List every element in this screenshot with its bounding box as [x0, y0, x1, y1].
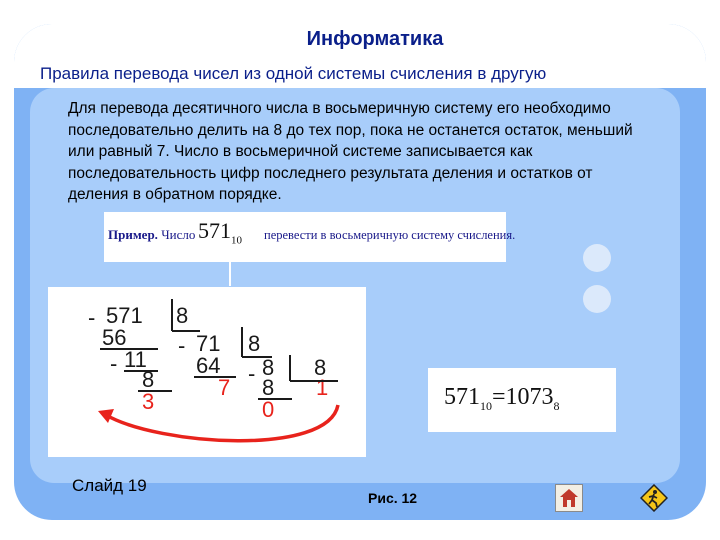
- divisor-3: 8: [314, 355, 327, 380]
- remainder-1: 3: [142, 389, 155, 414]
- connector-line: [229, 262, 231, 286]
- slide-number: Слайд 19: [72, 476, 147, 495]
- remainder-line-1: 11: [124, 347, 147, 372]
- result-box: [428, 368, 616, 432]
- subtrahend-2: 8: [142, 367, 155, 392]
- example-number: [198, 218, 242, 246]
- home-button[interactable]: [555, 484, 583, 512]
- result-from-base: 10: [480, 398, 492, 413]
- example-label: [108, 227, 195, 243]
- result-equation: [444, 384, 560, 414]
- home-icon: [556, 485, 582, 511]
- quotient-2: 8: [262, 355, 275, 380]
- minus-sign: -: [248, 361, 256, 386]
- minus-sign: -: [88, 305, 96, 330]
- remainder-2: 7: [218, 375, 231, 400]
- page-subtitle: Правила перевода чисел из одной системы счисления в другую: [40, 64, 547, 83]
- long-division-figure: [48, 287, 366, 457]
- result-equals: =1073: [492, 384, 554, 410]
- dividend: 571: [106, 303, 143, 328]
- example-number-base: 10: [231, 234, 242, 247]
- example-number-value: 571: [198, 218, 231, 243]
- example-label-bold: Пример.: [108, 227, 158, 242]
- example-label-text: Число: [161, 227, 196, 242]
- decor-knob: [583, 285, 611, 313]
- reverse-order-arrow: [106, 405, 338, 441]
- rule-paragraph: Для перевода десятичного числа в восьмеричную систему его необходимо последовательно делить на 8 до тех пор, пока не останется остаток, меньший или равный 7. Число в восьмеричной системе записывается как последовательность цифр последнего результата деления и остатков от деления в обратном порядке.: [68, 100, 633, 203]
- exit-icon: [640, 484, 668, 512]
- divisor-2: 8: [248, 331, 261, 356]
- long-division-svg: [48, 287, 366, 457]
- quotient-1: 71: [196, 331, 221, 356]
- result-to-base: 8: [553, 398, 560, 413]
- arrow-head: [98, 409, 114, 423]
- minus-sign: -: [178, 333, 186, 358]
- exit-button[interactable]: [640, 484, 666, 510]
- result-from: 571: [444, 384, 480, 410]
- quotient-3: 1: [316, 375, 329, 400]
- figure-caption: Рис. 12: [368, 490, 418, 506]
- subtrahend-q1: 64: [196, 353, 221, 378]
- subtrahend-q2: 8: [262, 375, 275, 400]
- minus-sign: -: [110, 351, 118, 376]
- example-instruction: перевести в восьмеричную систему счисления.: [264, 228, 516, 242]
- decor-knob: [583, 244, 611, 272]
- subtrahend-1: 56: [102, 325, 127, 350]
- page-title: Информатика: [306, 28, 444, 50]
- divisor-1: 8: [176, 303, 189, 328]
- example-box: [104, 212, 516, 262]
- remainder-3: 0: [262, 397, 275, 422]
